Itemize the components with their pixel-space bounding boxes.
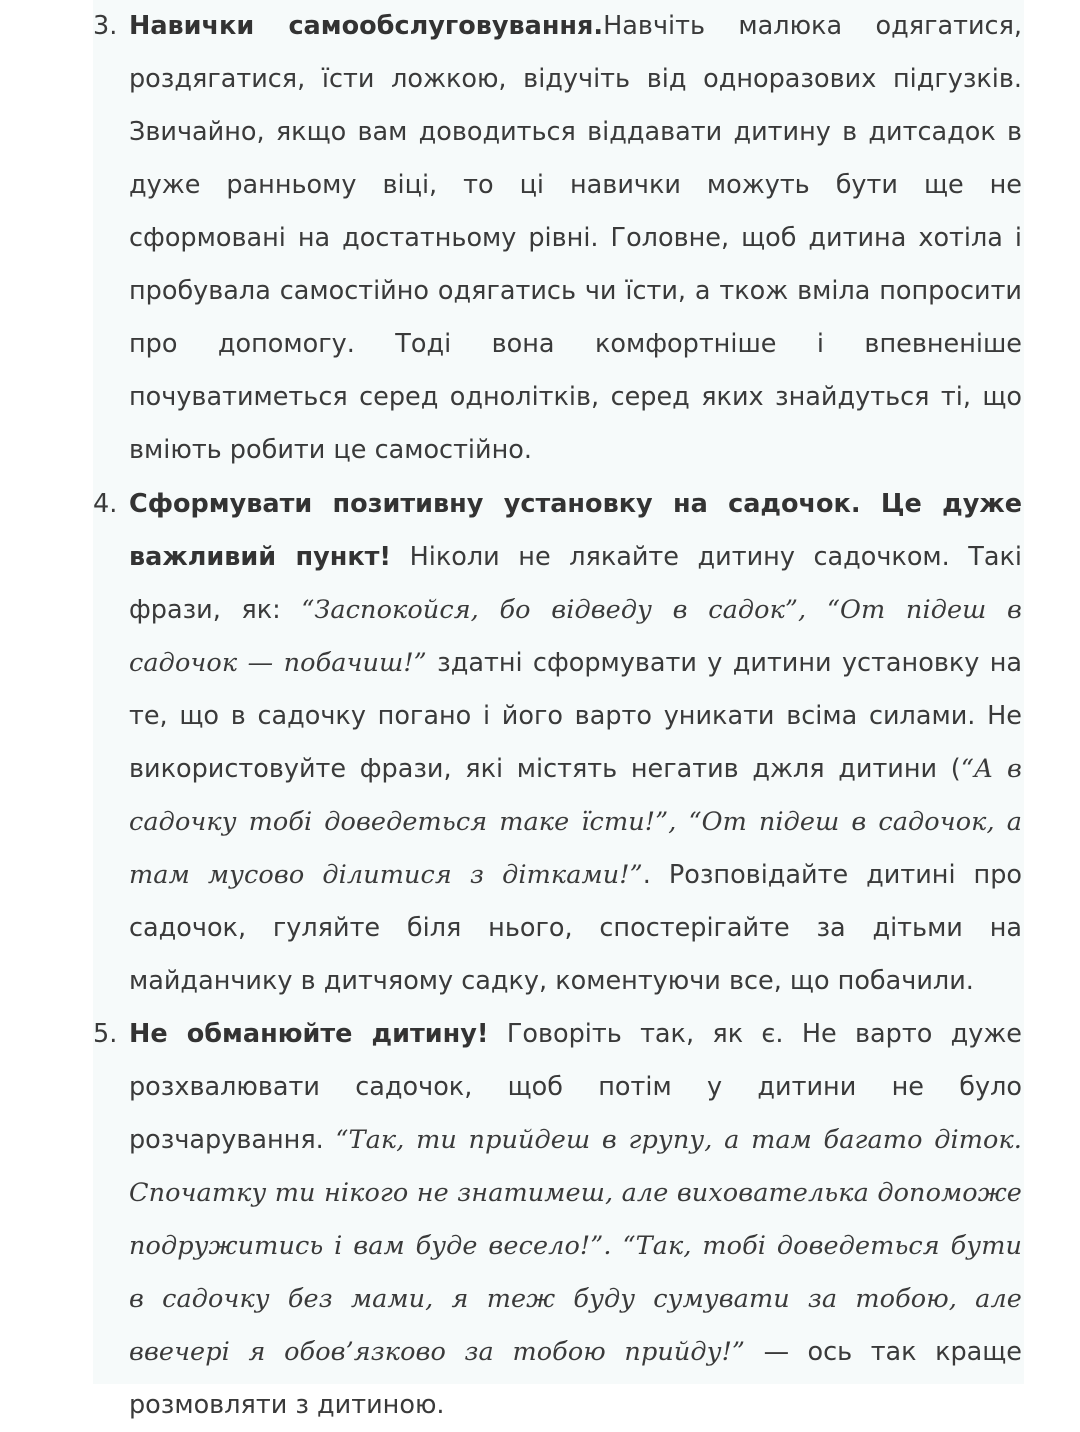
list-item [0, 0, 1022, 477]
list-item-text: — ось так краще розмовляти з дитиною. [129, 1337, 1022, 1420]
list-item-body [129, 0, 1022, 477]
list-item [0, 1008, 1022, 1432]
list-item-number: 5. [93, 1019, 118, 1049]
list-item [0, 478, 1022, 1008]
list-item-text: Навчіть малюка одягатися, роздягатися, їсти ложкою, відучіть від одноразових підгузків. Звичайно, якщо вам доводиться віддавати дитину в дитсадок в дуже ранньому віці, то ці навички можуть бути ще не сформовані на достатньому рівні. Головне, щоб дитина хотіла і пробувала самостійно одягатись чи їсти, а ткож вміла попросити про допомогу. Тоді вона комфортніше і впевненіше почуватиметься серед однолітків, серед яких знайдуться ті, що вміють робити це самостійно. [129, 11, 1023, 465]
list-item-heading: Не обманюйте дитину! [129, 1019, 489, 1049]
list-item-number: 3. [93, 11, 118, 41]
list-item-text: здатні сформувати у дитини установку на те, що в садочку погано і його варто уникати всіма силами. Не використовуйте фрази, які містять негатив джля дитини ( [129, 648, 1022, 784]
quoted-phrase: “Заспокойся, бо відведу в садок”, “От підеш в садочок — побачиш!” [129, 595, 1022, 678]
list-item-heading: Навички самообслуговування. [129, 11, 604, 41]
quoted-phrase: “А в садочку тобі доведеться таке їсти!”, “От підеш в садочок, а там мусово ділитися з дітками!” [129, 754, 1022, 890]
list-item-heading: Сформувати позитивну установку на садочок. Це дуже важливий пункт! [129, 489, 1022, 572]
list-item-number: 4. [93, 489, 118, 519]
list-item-text: Говоріть так, як є. Не варто дуже розхвалювати садочок, щоб потім у дитини не було розчарування. [129, 1019, 1022, 1155]
list-item-body [129, 478, 1022, 1008]
quoted-phrase: “Так, ти прийдеш в групу, а там багато діток. Спочатку ти нікого не знатимеш, але вихователька допоможе подружитись і вам буде весело!”. “Так, тобі доведеться бути в садочку без мами, я теж буду сумувати за тобою, але ввечері я обов’язково за тобою прийду!” [129, 1125, 1022, 1367]
list-item-body [129, 1008, 1022, 1432]
list-item-text: Ніколи не лякайте дитину садочком. Такі фрази, як: [129, 542, 1022, 625]
list-item-text: . Розповідайте дитині про садочок, гуляйте біля нього, спостерігайте за дітьми на майданчику в дитчяому садку, коментуючи все, що побачили. [129, 860, 1022, 996]
